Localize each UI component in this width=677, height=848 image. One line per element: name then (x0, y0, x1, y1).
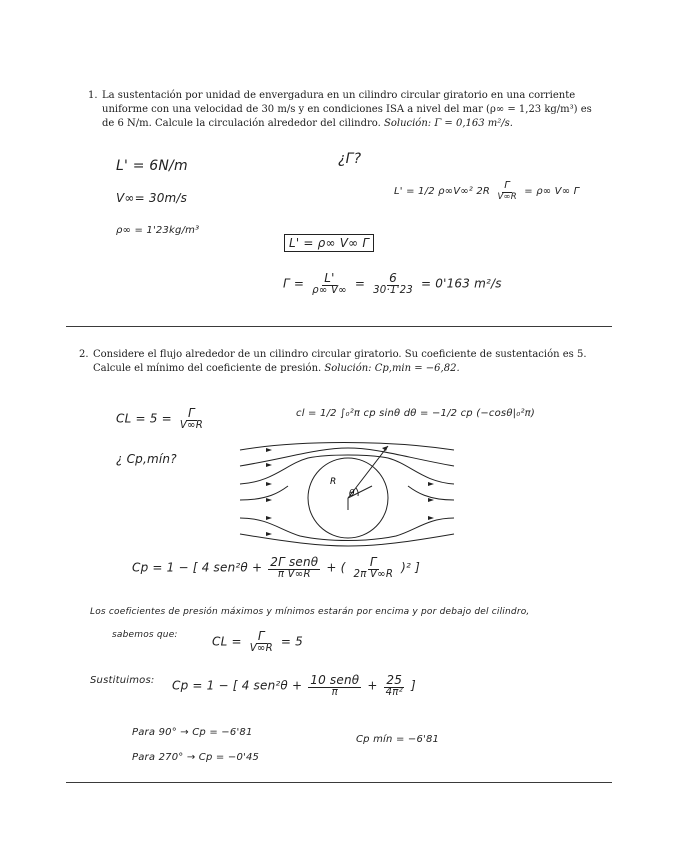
p1-lift-formula: L' = 1/2 ρ∞V∞² 2R $\frac{\Gamma}{V\infty R}$ = ρ∞ V∞ Γ (394, 180, 580, 202)
problem-2-number: 2. (79, 349, 89, 360)
problem-1-number: 1. (88, 90, 98, 101)
p2-question: ¿ Cp,mín? (116, 452, 177, 466)
problem-1-solution: Solución: Γ = 0,163 m²/s. (384, 118, 513, 129)
p2-integral: cl = 1/2 ∫₀²π cp sinθ dθ = −1/2 cp (−cosθ|₀²π) (296, 408, 535, 419)
section-divider-2 (66, 782, 612, 783)
p2-note-line-1: Los coeficientes de presión máximos y mínimos estarán por encima y por debajo del cilindro, (90, 607, 530, 617)
problem-1-line-3: de 6 N/m. Calcule la circulación alrededor del cilindro. (102, 118, 381, 129)
p2-case-90: Para 90° → Cp = −6'81 (132, 727, 253, 738)
problem-1-line-2: uniforme con una velocidad de 30 m/s y en condiciones ISA a nivel del mar (ρ∞ = 1,23 kg/m³) es (102, 104, 592, 115)
problem-2-statement (79, 348, 599, 382)
p2-substitution-label: Sustituimos: (90, 675, 155, 686)
p1-question: ¿Γ? (338, 151, 362, 167)
p2-result: Cp mín = −6'81 (356, 734, 440, 745)
problem-2-solution: Solución: Cp,min = −6,82. (324, 363, 460, 374)
p2-cl-equation: CL = $\frac{\Gamma}{V\infty R}$ = 5 (212, 629, 304, 654)
p2-substituted-cp: Cp = 1 − [ 4 sen²θ + $\frac{\text{10 senθ}}{\pi}$ + $\frac{25}{\text{4π²}}$ ] (172, 673, 416, 698)
section-divider-1 (66, 326, 612, 327)
p2-cp-formula: Cp = 1 − [ 4 sen²θ + $\frac{\text{2Γ senθ}}{\text{π V∞R}}$ + ( $\frac{\Gamma}{\text{2π V∞R}}$ )² ] (132, 555, 420, 580)
p1-gamma-solution: Γ = $\frac{L'}{\rho\infty V\infty}$ = $\frac{6}{30\cdot 1'23}$ = 0'163 m²/s (283, 271, 502, 296)
p1-velocity-given: V∞= 30m/s (116, 191, 188, 205)
radius-label: R (330, 477, 337, 487)
problem-1-statement (88, 89, 592, 137)
p1-boxed-kutta-joukowski: L' = ρ∞ V∞ Γ (284, 234, 374, 252)
problem-2-line-2: Calcule el mínimo del coeficiente de presión. (93, 363, 322, 374)
problem-1-line-1: La sustentación por unidad de envergadura en un cilindro circular giratorio en una corriente (102, 90, 576, 101)
p2-case-270: Para 270° → Cp = −0'45 (132, 752, 260, 763)
cylinder-flow-sketch (238, 438, 458, 548)
p2-cl-definition: CL = 5 = $\frac{\Gamma}{V\infty R}$ (116, 406, 204, 431)
theta-label: θ (349, 489, 355, 499)
p2-note-line-2: sabemos que: (112, 630, 178, 640)
p1-density-given: ρ∞ = 1'23kg/m³ (116, 225, 200, 236)
problem-2-line-1: Considere el flujo alrededor de un cilindro circular giratorio. Su coeficiente de sustentación es 5. (93, 349, 587, 360)
p1-lift-given: L' = 6N/m (116, 158, 188, 174)
